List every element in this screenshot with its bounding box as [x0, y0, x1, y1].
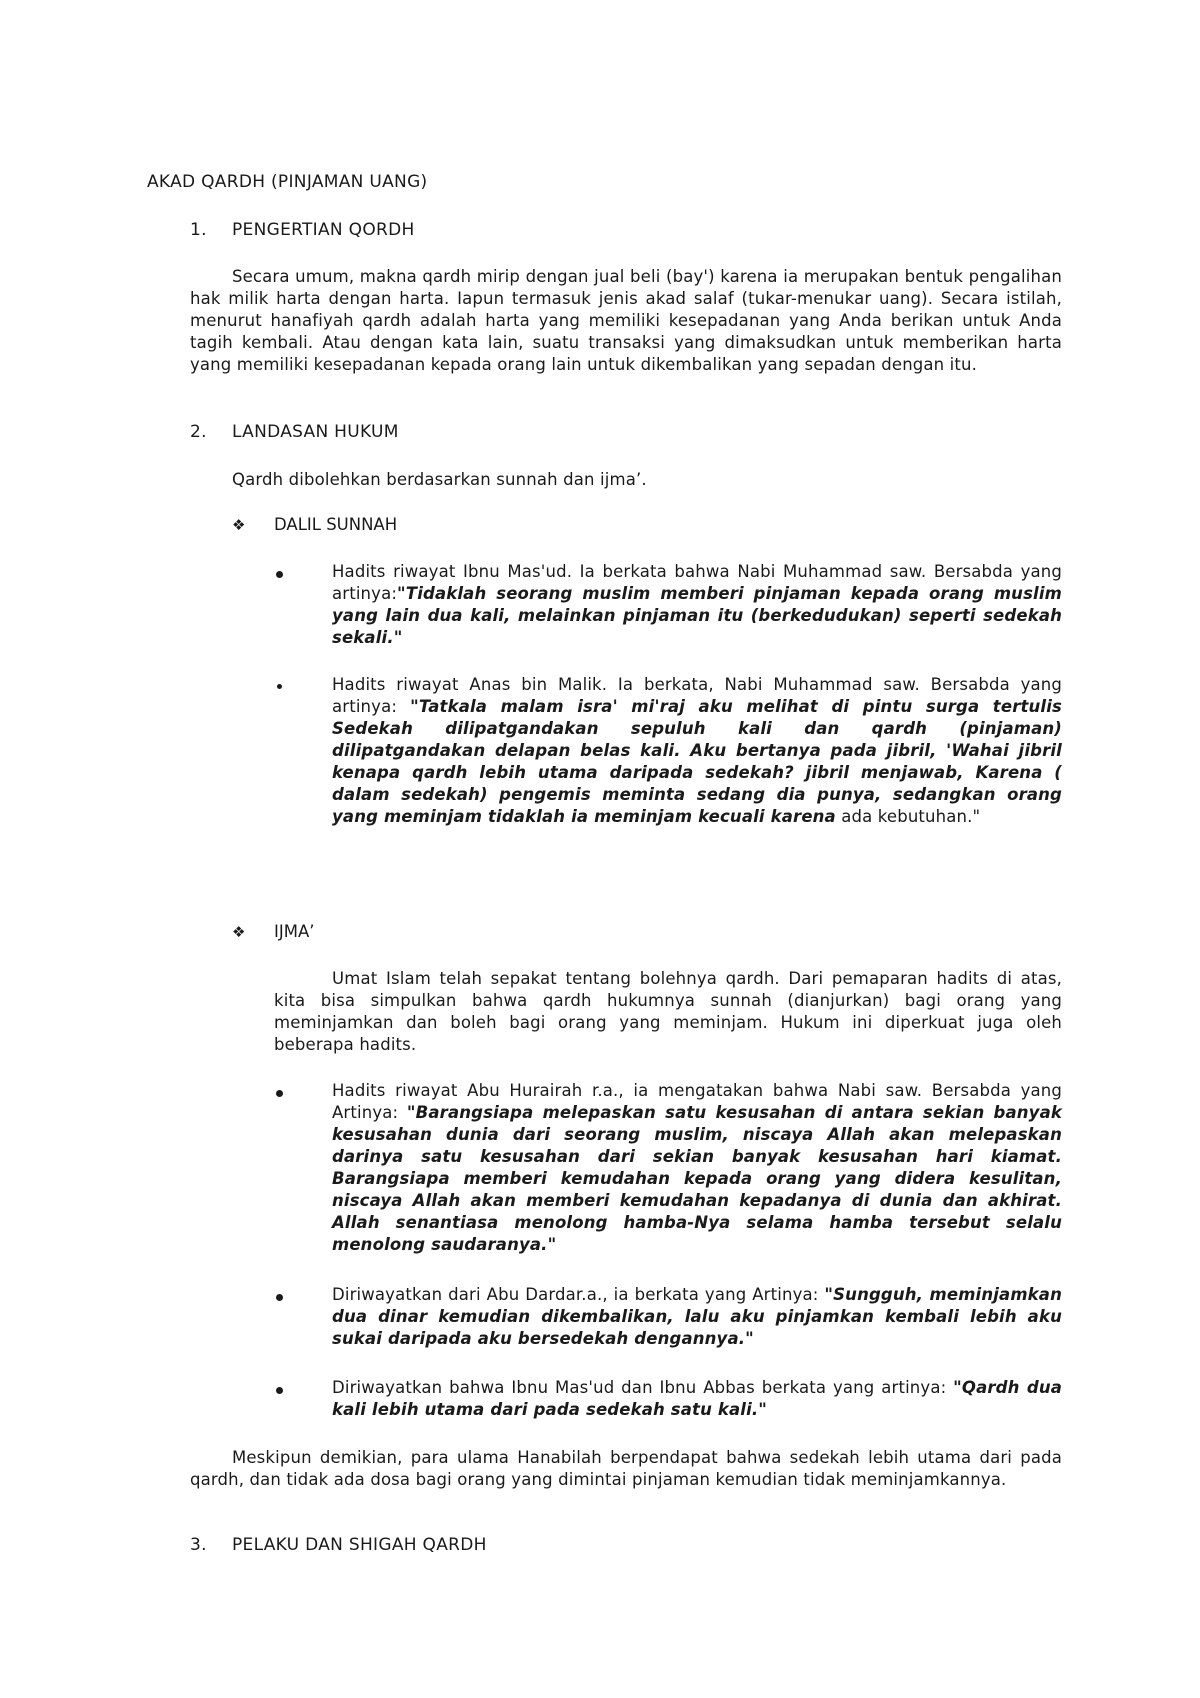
document-title: AKAD QARDH (PINJAMAN UANG)	[147, 172, 428, 192]
section-number: 2.	[190, 422, 207, 442]
hadith-intro: Hadits riwayat Ibnu Mas'ud. Ia berkata bahwa Nabi Muhammad saw. Bersabda yang artinya:	[332, 562, 1062, 603]
hadith-item	[332, 561, 1062, 649]
hadith-tail: ada kebutuhan."	[835, 807, 981, 826]
diamond-bullet-icon: ❖	[232, 923, 246, 941]
ijma-bullet	[232, 922, 315, 941]
hadith-intro: Diriwayatkan dari Abu Dardar.a., ia berkata yang Artinya:	[332, 1285, 825, 1304]
hadith-item	[332, 1080, 1062, 1256]
bullet-dot-icon	[276, 1387, 283, 1394]
section-heading-pelaku	[190, 1535, 487, 1555]
ijma-intro: Umat Islam telah sepakat tentang bolehnya qardh. Dari pemaparan hadits di atas, kita bisa simpulkan bahwa qardh hukumnya sunnah (dianjurkan) bagi orang yang meminjamkan dan boleh bagi orang yang meminjam. Hukum ini diperkuat juga oleh beberapa hadits.	[274, 969, 1062, 1054]
hadith-intro: Hadits riwayat Anas bin Malik. Ia berkata, Nabi Muhammad saw. Bersabda yang artinya:	[332, 675, 1062, 716]
bullet-dot-icon	[276, 1090, 283, 1097]
hadith-item	[332, 1377, 1062, 1421]
hadith-quote: "Tatkala malam isra' mi'raj aku melihat di pintu surga tertulis Sedekah dilipatgandakan sepuluh kali dan qardh (pinjaman) dilipatgandakan delapan belas kali. Aku bertanya pada jibril, 'Wahai jibril kenapa qardh lebih utama daripada sedekah? jibril menjawab, Karena ( dalam sedekah) pengemis meminta sedang dia punya, sedangkan orang yang meminjam tidaklah ia meminjam kecuali karena	[332, 697, 1062, 826]
hadith-item	[332, 674, 1062, 828]
diamond-bullet-icon: ❖	[232, 516, 246, 534]
landasan-intro: Qardh dibolehkan berdasarkan sunnah dan ijma’.	[232, 470, 647, 489]
section-number: 3.	[190, 1535, 207, 1555]
hadith-item	[332, 1284, 1062, 1350]
section-heading-landasan	[190, 422, 399, 442]
section-title: PENGERTIAN QORDH	[232, 220, 415, 240]
hadith-quote: "Qardh dua kali lebih utama dari pada sedekah satu kali."	[332, 1378, 1062, 1419]
hadith-intro: Hadits riwayat Abu Hurairah r.a., ia mengatakan bahwa Nabi saw. Bersabda yang Artinya:	[332, 1081, 1062, 1122]
closing-paragraph: Meskipun demikian, para ulama Hanabilah berpendapat bahwa sedekah lebih utama dari pada qardh, dan tidak ada dosa bagi orang yang dimintai pinjaman kemudian tidak meminjamkannya.	[190, 1448, 1062, 1489]
bullet-dot-icon	[276, 1294, 283, 1301]
section-title: LANDASAN HUKUM	[232, 422, 399, 442]
dalil-sunnah-bullet	[232, 515, 397, 534]
bullet-dot-icon	[276, 571, 283, 578]
dalil-sunnah-label: DALIL SUNNAH	[274, 515, 398, 534]
hadith-quote: "Tidaklah seorang muslim memberi pinjaman kepada orang muslim yang lain dua kali, melainkan pinjaman itu (berkedudukan) seperti sedekah sekali."	[332, 584, 1062, 647]
bullet-dot-icon	[277, 684, 282, 689]
section-title: PELAKU DAN SHIGAH QARDH	[232, 1535, 487, 1555]
hadith-quote: "Barangsiapa melepaskan satu kesusahan di antara sekian banyak kesusahan dunia dari seorang muslim, niscaya Allah akan melepaskan darinya satu kesusahan dari sekian banyak kesusahan hari kiamat. Barangsiapa memberi kemudahan kepada orang yang didera kesulitan, niscaya Allah akan memberi kemudahan kepadanya di dunia dan akhirat. Allah senantiasa menolong hamba-Nya selama hamba tersebut selalu menolong saudaranya."	[332, 1103, 1062, 1254]
hadith-quote: "Sungguh, meminjamkan dua dinar kemudian dikembalikan, lalu aku pinjamkan kembali lebih aku sukai daripada aku bersedekah dengannya."	[332, 1285, 1062, 1348]
section-heading-pengertian	[190, 220, 415, 240]
pengertian-paragraph: Secara umum, makna qardh mirip dengan jual beli (bay') karena ia merupakan bentuk pengalihan hak milik harta dengan harta. Iapun termasuk jenis akad salaf (tukar-menukar uang). Secara istilah, menurut hanafiyah qardh adalah harta yang memiliki kesepadanan yang Anda berikan untuk Anda tagih kembali. Atau dengan kata lain, suatu transaksi yang dimaksudkan untuk memberikan harta yang memiliki kesepadanan kepada orang lain untuk dikembalikan yang sepadan dengan itu.	[190, 267, 1062, 374]
hadith-intro: Diriwayatkan bahwa Ibnu Mas'ud dan Ibnu Abbas berkata yang artinya:	[332, 1378, 954, 1397]
ijma-label: IJMA’	[274, 922, 315, 941]
section-number: 1.	[190, 220, 207, 240]
